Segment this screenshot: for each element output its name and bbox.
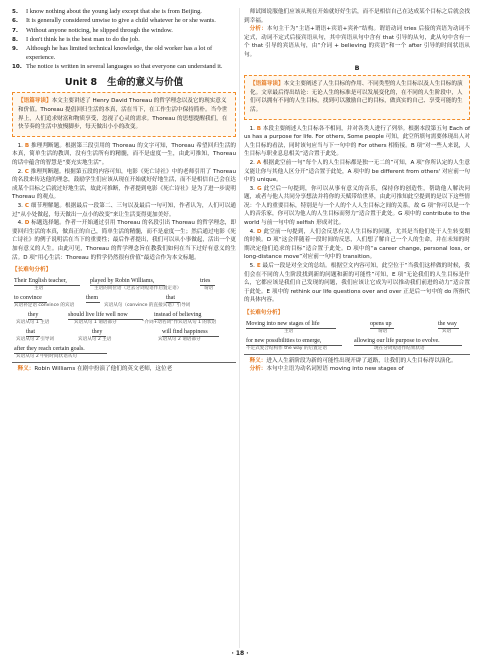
answer-text: 推理判断题。根据第五段的内容可知，电影《死亡诗社》中的老师引用了 Thoreau 的名段来传达他的理念，鼓励学生们应该从现在开始就好好地生活，而不是相信自己会在达成某个目标之后就过好地生活，故此可推断，作者提到电影《死亡诗社》是为了进一步说明 Thoreau 的观点。 bbox=[12, 168, 236, 201]
diagram-role-label: 宾语从句 2 引导词 bbox=[16, 337, 55, 343]
diagram-row bbox=[12, 345, 236, 354]
sentence-diagram-b bbox=[244, 320, 470, 355]
list-item bbox=[12, 27, 236, 36]
list-item-text: The notice is written in several languages so that everyone can understand it. bbox=[26, 63, 223, 71]
diagram-role-label: 现在分词短语作结果状语 bbox=[374, 346, 425, 352]
list-item bbox=[12, 63, 236, 72]
unit-title bbox=[12, 76, 236, 88]
answer-text: 此空前一句提到，人们会反思有关人生目标的问题，尤其是当他们处于人生转变期的时候。D 项“这会伴随着一段时间的反思，人们想了解自己一个人的生命，并在未知的时期决定他们追求的目标”适合置于此处。D 项中的“a career change, personal loss, or long-distance move”对应前一句中的 transition。 bbox=[244, 228, 471, 261]
diagram-phrase: tries bbox=[200, 277, 211, 284]
diagram-role-label: 主语 bbox=[284, 329, 294, 335]
answer-paragraph bbox=[12, 219, 236, 262]
list-item-text: It is generally considered unwise to give a child whatever he or she wants. bbox=[26, 17, 216, 25]
answer-paragraph bbox=[244, 185, 470, 228]
diagram-role-label: 宾语 bbox=[442, 329, 452, 335]
answer-letter: A bbox=[256, 159, 262, 166]
answer-text: 细节理解题。根据最后一段第二、三句以及最后一句可知，作者认为，人们可以通过“从小处做起，每天做出一点小的改变”来让生活变得更加美好。 bbox=[12, 203, 236, 218]
list-item-number: 5. bbox=[12, 9, 19, 15]
diagram-role-label: 宾语从句 1 主语 bbox=[16, 320, 50, 326]
diagram-role-label: 宾语从句 2 谓语部分 bbox=[158, 337, 201, 343]
answer-number: 2. bbox=[17, 168, 23, 175]
diagram-phrase: should live life well now bbox=[68, 311, 128, 318]
list-item-text: Although he has limited technical knowledge, the old worker has a lot of experience. bbox=[26, 45, 213, 61]
answer-number: 4. bbox=[17, 220, 23, 227]
answer-letter: E bbox=[256, 263, 261, 270]
diagram-role-label: “介词+动名词”作宾语从句 1 的状语 bbox=[142, 320, 217, 326]
answer-letter: C bbox=[24, 168, 29, 175]
answer-number: 3. bbox=[17, 203, 23, 210]
diagram-row bbox=[244, 328, 470, 337]
answer-sentence-list bbox=[12, 8, 236, 72]
reading-guide-box bbox=[12, 92, 236, 136]
diagram-phrase: for new possibilities to emerge, bbox=[246, 337, 322, 344]
list-item-number: 9. bbox=[12, 46, 19, 53]
diagram-row bbox=[12, 328, 236, 337]
diagram-phrase: Their English teacher, bbox=[14, 277, 67, 284]
diagram-phrase: they bbox=[92, 328, 103, 335]
analysis-paragraph-b bbox=[244, 365, 470, 374]
translation-text-b: 进入人生新阶段为新的可能性出现开辟了道路，让我们的人生目标得以演化。 bbox=[266, 357, 457, 364]
diagram-row bbox=[12, 302, 236, 311]
analysis-paragraph bbox=[244, 25, 470, 59]
answer-text: 最后一段是对全文的总结。根据空文内容可知，此空位于“当我们这样做的时候，我们会在不同的人生阶段找到新的问题和新的可能性”可知，E 项“无论我们的人生目标是什么，它都应该是我们自己发现的问题，我们应该让它成为可以推动我们前进的动力”适合置于此处。E 项中的 rethink our life questions over and over 正是后一句中的 do 所指代的具体内容。 bbox=[244, 263, 471, 304]
diagram-phrase: after they reach certain goals. bbox=[14, 345, 85, 352]
reading-guide-box-b bbox=[244, 75, 470, 119]
diagram-row bbox=[244, 345, 470, 354]
answer-paragraph bbox=[244, 125, 470, 159]
diagram-row bbox=[12, 294, 236, 303]
answer-number: 1. bbox=[249, 125, 255, 132]
diagram-row bbox=[12, 336, 236, 345]
diagram-phrase: Moving into new stages of life bbox=[246, 320, 320, 327]
list-item bbox=[12, 17, 236, 26]
answer-text: 根据此空前一句“每个人的人生目标都是独一无二的”可知，A 项“你所认定的人生意义能让你与其他人区分开”适合置于此处，A 项中的 be different from others' 对应前一句中的 unique。 bbox=[244, 159, 471, 184]
diagram-role-label: 主语 bbox=[34, 286, 44, 292]
column-divider bbox=[239, 8, 240, 648]
analysis-text: 本句主干为“主语+谓语+宾语+宾补”结构。谓语动词 tries 后接的宾语为动词不定式，动词不定式后接宾语从句，其中宾语从句中含有 that 引导的从句，此从句中含有一个 that 引导的宾语从句，由“介词 + believing 的宾语”和一个 after 引导的时间状语从句。 bbox=[244, 26, 470, 58]
answer-explanations bbox=[12, 142, 236, 262]
diagram-phrase: the way bbox=[438, 320, 457, 327]
list-item-number: 8. bbox=[12, 36, 19, 43]
left-column bbox=[12, 8, 236, 373]
diagram-row bbox=[12, 285, 236, 294]
diagram-role-label: 不定式复合结构作 the way 的后置定语 bbox=[246, 346, 327, 352]
answer-letter: B bbox=[256, 125, 261, 132]
translation-paragraph bbox=[12, 365, 236, 374]
list-item-text: I know nothing about the young lady except that she is from Beijing. bbox=[26, 8, 202, 15]
diagram-phrase: that bbox=[166, 294, 175, 301]
diagram-phrase: they bbox=[28, 311, 39, 318]
answer-text: 本段主要阐述人生目标各不相同，并对各类人进行了列举。根据本段第五句 Each of us has a purpose for life. For others, Some people 可知，此空所填句需要体现出人对人生目标的看法，同时该句应当与下一句中的 For others 相衔接。B 项“对一些人来说，人生目标与职业息息相关”适合置于此处。 bbox=[244, 125, 470, 158]
answer-paragraph bbox=[244, 159, 470, 185]
section-b-heading: B bbox=[354, 63, 360, 72]
diagram-phrase: instead of believing bbox=[154, 311, 202, 318]
diagram-row bbox=[244, 337, 470, 346]
reading-guide-text: 本文主要讲述了 Henry David Thoreau 的哲学理念以及它的现实意义和价值。Thoreau 提倡回归生活的本真，活在当下，在工作生活中保持简朴。当今世界上，人们追求财富和物质享受，忽视了心灵的需求。Thoreau 的思想提醒我们，在快节奏的生活中放慢脚步，每天做出小小的改变。 bbox=[18, 98, 228, 131]
diagram-role-label: 宾语补足语 convince 的宾语 bbox=[14, 303, 75, 309]
translation-text: Robin Williams 在剧中扮演了他们的英文老师，这位老 bbox=[34, 365, 173, 372]
answer-letter: G bbox=[257, 185, 262, 192]
unit-number: Unit 8 bbox=[64, 76, 98, 88]
answer-text: 标题选择题。作者一开始通过引用 Thoreau 的名段引出 Thoreau 的哲学理念，即要回归生活的本真，做真正的自己，简单生活的精髓，而不是虚度一生；然后通过电影《死亡诗社》的例子说明活在当下的重要性；最后作者提出，我们可以从小事做起，活出一个更加有意义的人生。由此可见，Thoreau 的哲学理念旨在教我们如何在当下过好有意义的生活。D 项“用心生活：Thoreau 的哲学仍然很有价值”最适合作为本文标题。 bbox=[12, 220, 237, 261]
list-item bbox=[12, 8, 236, 17]
diagram-row bbox=[12, 311, 236, 320]
translation-paragraph-b bbox=[244, 357, 470, 366]
diagram-phrase: allowing our life purpose to evolve. bbox=[354, 337, 440, 344]
diagram-phrase: will find happiness bbox=[162, 328, 208, 335]
diagram-role-label: 主语的同位语（过去分词短语作后置定语） bbox=[94, 286, 182, 292]
long-sentence-heading: 【长难句分析】 bbox=[12, 267, 52, 274]
translation-label-b: 释义： bbox=[249, 357, 267, 364]
page-number: · 18 · bbox=[231, 650, 249, 657]
list-item-number: 6. bbox=[12, 18, 19, 25]
right-column bbox=[244, 8, 470, 374]
answer-number: 5. bbox=[249, 263, 255, 270]
answer-number: 1. bbox=[17, 142, 23, 149]
long-sentence-heading-b: 【长难句分析】 bbox=[244, 310, 284, 316]
answer-letter: D bbox=[256, 228, 262, 235]
answer-paragraph bbox=[12, 142, 236, 168]
diagram-phrase: opens up bbox=[370, 320, 392, 327]
answer-number: 4. bbox=[249, 228, 255, 235]
diagram-role-label: 宾语从句 1 谓语部分 bbox=[74, 320, 117, 326]
answer-number: 2. bbox=[249, 159, 255, 166]
reading-guide-heading-b: 【语篇导读】 bbox=[250, 81, 284, 88]
list-item-number: 10. bbox=[12, 64, 22, 71]
answer-paragraph bbox=[244, 262, 470, 305]
diagram-role-label: 谓语 bbox=[378, 329, 388, 335]
answer-letter: B bbox=[24, 142, 30, 149]
diagram-role-label: 宾语从句 2 主语 bbox=[78, 337, 112, 343]
diagram-phrase: to convince bbox=[14, 294, 42, 301]
reading-guide-text-b: 本文主要阐述了人生目标的作用、不同类型的人生目标以及人生目标的演化。文章最后得出结论：无论人生的标准是可以发展变化的，在不同的人生阶段中，人们可以拥有不同的人生目标，找到可以激励自己的目标，做真实的自己、享受可能的生活。 bbox=[250, 81, 463, 113]
analysis-label-b: 分析： bbox=[249, 366, 267, 373]
diagram-role-label: 谓语 bbox=[204, 286, 214, 292]
analysis-label: 分析： bbox=[249, 26, 267, 33]
answer-paragraph bbox=[12, 168, 236, 202]
analysis-text-b: 本句中主语为动名词短语 moving into new stages of bbox=[266, 366, 404, 373]
unit-name: 生命的意义与价值 bbox=[107, 76, 184, 88]
answer-number: 3. bbox=[249, 185, 255, 192]
answer-paragraph bbox=[12, 202, 236, 219]
list-item-number: 7. bbox=[12, 27, 19, 34]
answer-letter: C bbox=[24, 203, 29, 210]
list-item-text: Without anyone noticing, he slipped through the window. bbox=[26, 26, 173, 34]
sentence-diagram bbox=[12, 277, 236, 363]
diagram-row bbox=[12, 319, 236, 328]
list-item-text: I don't think he is the best man to do the job. bbox=[26, 35, 140, 43]
diagram-role-label: 宾语从句（convince 的直接宾语）引导词 bbox=[104, 303, 191, 309]
reading-guide-heading: 【语篇导读】 bbox=[18, 98, 52, 105]
diagram-phrase: played by Robin Williams, bbox=[90, 277, 155, 284]
answer-letter: D bbox=[24, 220, 30, 227]
diagram-role-label: 宾语从句 2 中的时间状语从句 bbox=[16, 354, 77, 360]
answer-text: 推理判断题。根据第三段引用的 Thoreau 的文字可知，Thoreau 希望回归生活的本真，简单生活的教训，没有生活所有的精髓，而不是虚度一生，由此可推知，Thoreau 的话中蕴含的智慧是“要充实地生活”。 bbox=[12, 142, 236, 167]
answer-explanations-b bbox=[244, 125, 470, 305]
answer-paragraph bbox=[244, 228, 470, 262]
answer-text: 此空后一句提到，你可以从事有意义的音乐，保持你的创造性，帮助他人解决问题，或者与他人共同分享想法并将你的天赋带给世界，由此可推知此空提到的是以下这些情况：个人的重要目标，特别是与一个人的个人人生目标之间的关系，故 G 项“你可以是一个人的音乐家，你可以为他人的人生目标而努力”适合置于此处。G 项中的 contribute to the world 与前一句中的 selfish 形成对比。 bbox=[244, 185, 470, 227]
diagram-row bbox=[12, 277, 236, 286]
diagram-row bbox=[12, 353, 236, 362]
translation-label: 释义： bbox=[17, 365, 35, 372]
list-item bbox=[12, 36, 236, 45]
diagram-row bbox=[244, 320, 470, 329]
translation-continued: 师试图说服他们应该从现在开始就好好生活，而不是相信自己在达成某个目标之后就会找到幸福。 bbox=[244, 9, 470, 24]
list-item bbox=[12, 45, 236, 62]
diagram-phrase: that bbox=[26, 328, 35, 335]
diagram-phrase: them bbox=[86, 294, 98, 301]
